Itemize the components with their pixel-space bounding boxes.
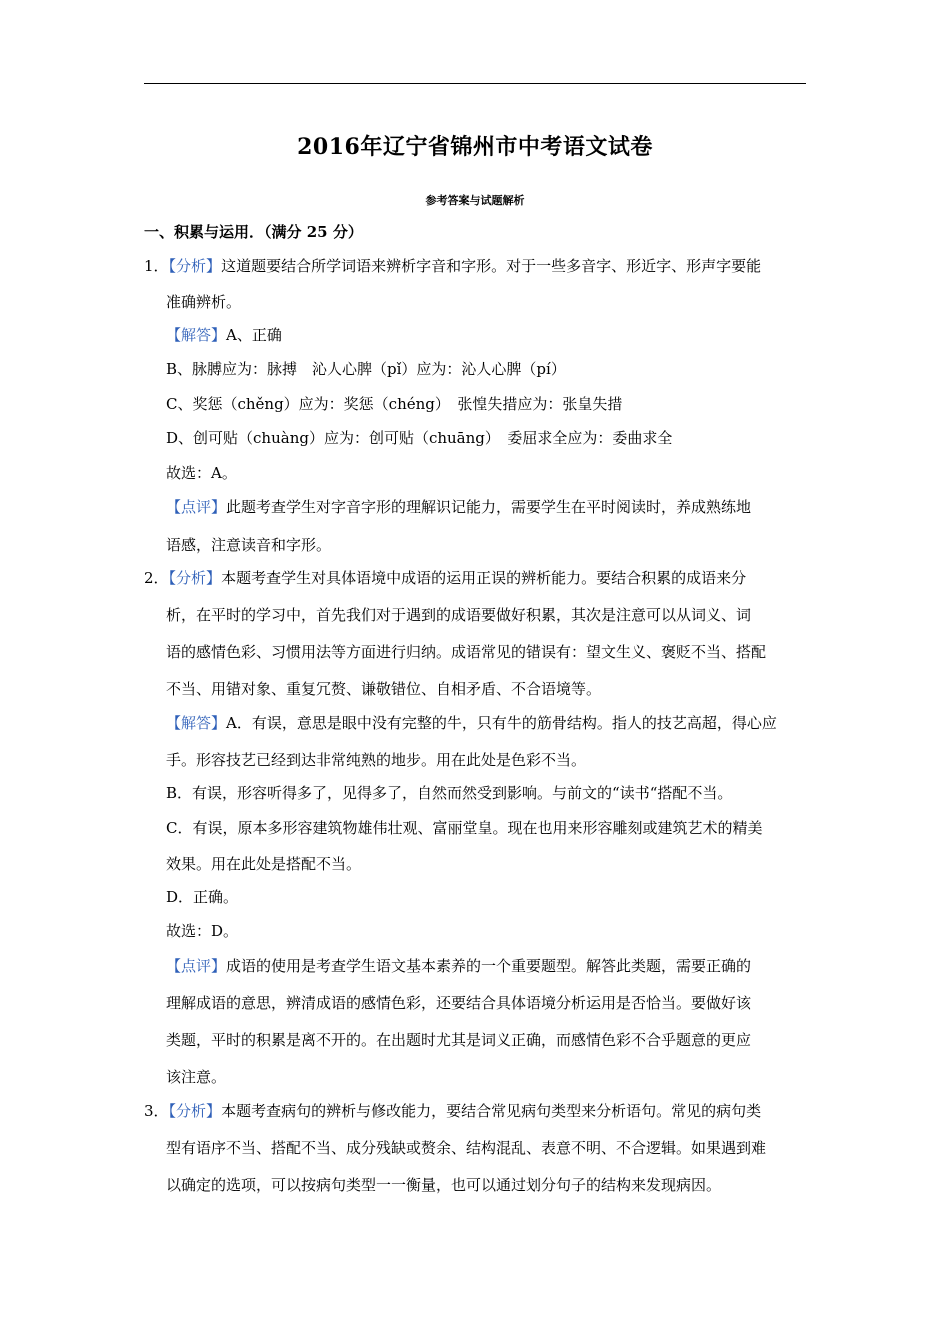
q2-answer-b: B．有误，形容听得多了，见得多了，自然而然受到影响。与前文的“读书“搭配不当。 [166,784,733,802]
review-tag: 【点评】 [166,957,227,975]
q2-review-cont: 类题，平时的积累是离不开的。在出题时尤其是词义正确，而感情色彩不合乎题意的更应 [166,1031,752,1049]
q2-number: 2． [144,569,169,587]
document-subtitle: 参考答案与试题解析 [425,194,525,207]
q2-answer-c: C．有误，原本多形容建筑物雄伟壮观、富丽堂皇。现在也用来形容雕刻或建筑艺术的精美 [166,819,763,837]
document-title: 2016年辽宁省锦州市中考语文试卷 [297,134,653,160]
q1-choice: 故选：A。 [166,464,237,482]
q2-answer-c-cont: 效果。用在此处是搭配不当。 [166,855,362,873]
section-heading: 一、积累与运用．（满分 25 分） [144,223,363,241]
q2-answer-line: 【解答】A．有误，意思是眼中没有完整的牛，只有牛的筋骨结构。指人的技艺高超，得心应 [166,714,777,732]
q2-choice: 故选：D。 [166,922,239,940]
q1-review-line: 【点评】此题考查学生对字音字形的理解识记能力，需要学生在平时阅读时，养成熟练地 [166,498,752,516]
q3-number: 3． [144,1102,169,1120]
review-tag: 【点评】 [166,498,227,516]
q1-number: 1． [144,257,169,275]
q1-analysis-line: 1．【分析】这道题要结合所学词语来辨析字音和字形。对于一些多音字、形近字、形声字要能 [144,257,762,275]
q3-analysis-cont: 型有语序不当、搭配不当、成分残缺或赘余、结构混乱、表意不明、不合逻辑。如果遇到难 [166,1139,767,1157]
analysis-tag: 【分析】 [168,569,222,587]
q2-answer-d: D．正确。 [166,888,239,906]
header-rule [144,83,806,84]
q2-analysis-line: 2．【分析】本题考查学生对具体语境中成语的运用正误的辨析能力。要结合积累的成语来分 [144,569,747,587]
q1-answer-b: B、脉膊应为：脉搏 沁人心脾（pǐ）应为：沁人心脾（pí） [166,360,566,378]
q3-analysis-line: 3．【分析】本题考查病句的辨析与修改能力，要结合常见病句类型来分析语句。常见的病句类 [144,1102,762,1120]
q2-review-line: 【点评】成语的使用是考查学生语文基本素养的一个重要题型。解答此类题，需要正确的 [166,957,752,975]
q2-review-cont: 理解成语的意思，辨清成语的感情色彩，还要结合具体语境分析运用是否恰当。要做好该 [166,994,752,1012]
analysis-tag: 【分析】 [168,257,222,275]
q2-analysis-cont: 析，在平时的学习中，首先我们对于遇到的成语要做好积累，其次是注意可以从词义、词 [166,606,752,624]
q1-review-cont: 语感，注意读音和字形。 [166,536,332,554]
analysis-tag: 【分析】 [168,1102,222,1120]
q1-answer-c: C、奖惩（chěng）应为：奖惩（chéng） 张惶失措应为：张皇失措 [166,395,623,413]
q2-analysis-cont: 语的感情色彩、习惯用法等方面进行归纳。成语常见的错误有：望文生义、褒贬不当、搭配 [166,643,767,661]
answer-tag: 【解答】 [166,714,227,732]
q2-review-cont: 该注意。 [166,1068,227,1086]
q3-analysis-cont: 以确定的选项，可以按病句类型一一衡量，也可以通过划分句子的结构来发现病因。 [166,1176,722,1194]
answer-tag: 【解答】 [166,326,227,344]
q1-answer-d: D、创可贴（chuàng）应为：创可贴（chuāng） 委屈求全应为：委曲求全 [166,429,673,447]
q1-answer-line: 【解答】A、正确 [166,326,282,344]
q2-answer-cont: 手。形容技艺已经到达非常纯熟的地步。用在此处是色彩不当。 [166,751,587,769]
q1-analysis-cont: 准确辨析。 [166,293,242,311]
q2-analysis-cont: 不当、用错对象、重复冗赘、谦敬错位、自相矛盾、不合语境等。 [166,680,602,698]
